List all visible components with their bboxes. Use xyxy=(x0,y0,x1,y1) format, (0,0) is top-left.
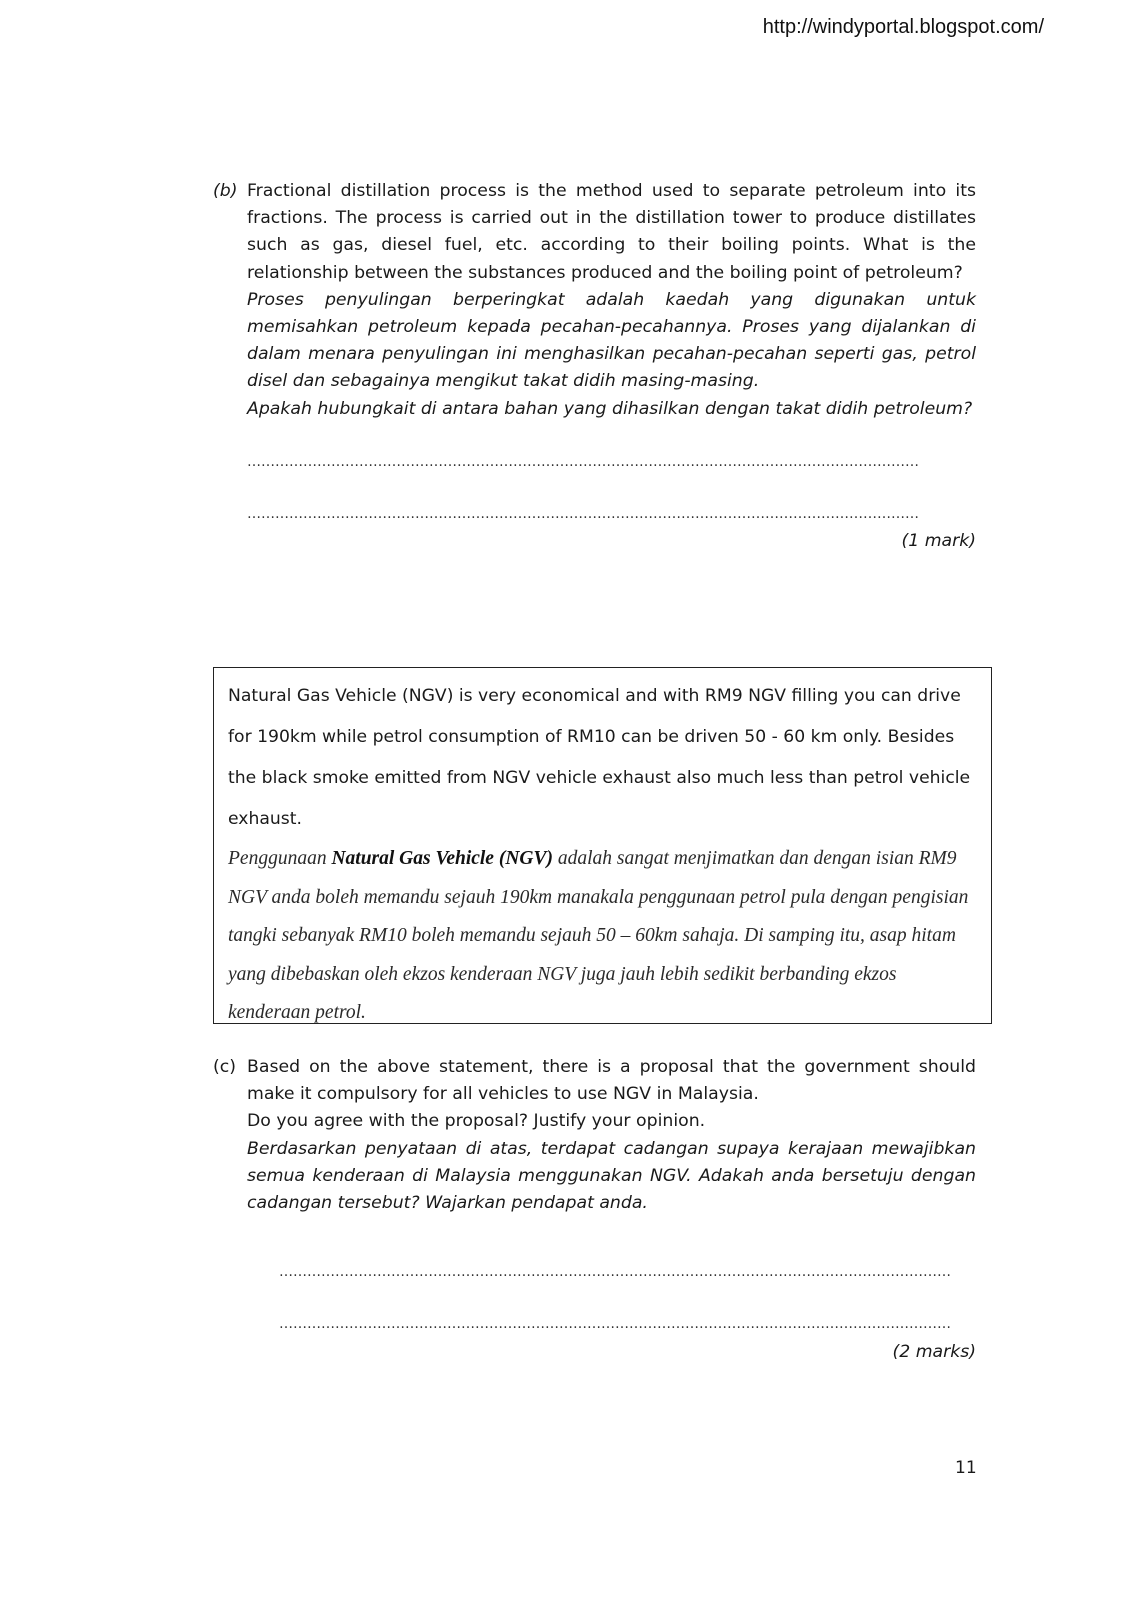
answer-line[interactable]: ……………………………………………………………………………………………………………………………… xyxy=(247,506,919,523)
marks-label: (2 marks) xyxy=(892,1341,976,1362)
info-box-ms-bold: Natural Gas Vehicle (NGV) xyxy=(331,848,553,869)
page-number: 11 xyxy=(955,1458,977,1478)
header-url: http://windyportal.blogspot.com/ xyxy=(762,16,1044,38)
question-b xyxy=(213,178,976,555)
info-box-text-en: Natural Gas Vehicle (NGV) is very economical and with RM9 NGV filling you can drive for 190km while petrol consumption of RM10 can be driven 50 - 60 km only. Besides the black smoke emitted from NGV vehicle exhaust also much less than petrol vehicle exhaust. xyxy=(228,686,971,829)
answer-line[interactable]: ……………………………………………………………………………………………………………………………… xyxy=(279,1316,951,1333)
question-c-text-en-1: Based on the above statement, there is a proposal that the government should make it compulsory for all vehicles to use NGV in Malaysia. xyxy=(247,1057,976,1105)
question-c-text-ms: Berdasarkan penyataan di atas, terdapat cadangan supaya kerajaan mewajibkan semua kenderaan di Malaysia menggunakan NGV. Adakah anda bersetuju dengan cadangan tersebut? Wajarkan pendapat anda. xyxy=(247,1138,976,1214)
question-b-question-ms: Apakah hubungkait di antara bahan yang dihasilkan dengan takat didih petroleum? xyxy=(247,398,973,419)
question-c-label: (c) xyxy=(213,1057,236,1077)
answer-line[interactable]: ……………………………………………………………………………………………………………………………… xyxy=(247,453,919,470)
question-b-label: (b) xyxy=(213,181,238,201)
info-box-ms-prefix: Penggunaan xyxy=(228,848,332,869)
question-c xyxy=(213,1054,976,1366)
info-box-text-ms xyxy=(228,840,977,1033)
info-box-ms-rest: adalah sangat menjimatkan dan dengan isian RM9 NGV anda boleh memandu sejauh 190km manakala penggunaan petrol pula dengan pengisian tangki sebanyak RM10 boleh memandu sejauh 50 – 60km sahaja. Di samping itu, asap hitam yang dibebaskan oleh ekzos kenderaan NGV juga jauh lebih sedikit berbanding ekzos kenderaan petrol. xyxy=(228,848,969,1023)
question-b-text-en: Fractional distillation process is the method used to separate petroleum into its fractions. The process is carried out in the distillation tower to produce distillates such as gas, diesel fuel, etc. according to their boiling points. What is the relationship between the substances produced and the boiling point of petroleum? xyxy=(247,181,976,283)
question-b-text-ms: Proses penyulingan berperingkat adalah kaedah yang digunakan untuk memisahkan petroleum kepada pecahan-pecahannya. Proses yang dijalankan di dalam menara penyulingan ini menghasilkan pecahan-pecahan seperti gas, petrol disel dan sebagainya mengikut takat didih masing-masing. xyxy=(247,289,976,392)
answer-line[interactable]: ……………………………………………………………………………………………………………………………… xyxy=(279,1264,951,1281)
question-c-text-en-2: Do you agree with the proposal? Justify your opinion. xyxy=(247,1111,706,1132)
ngv-info-box xyxy=(213,667,992,1024)
marks-label: (1 mark) xyxy=(901,531,976,552)
